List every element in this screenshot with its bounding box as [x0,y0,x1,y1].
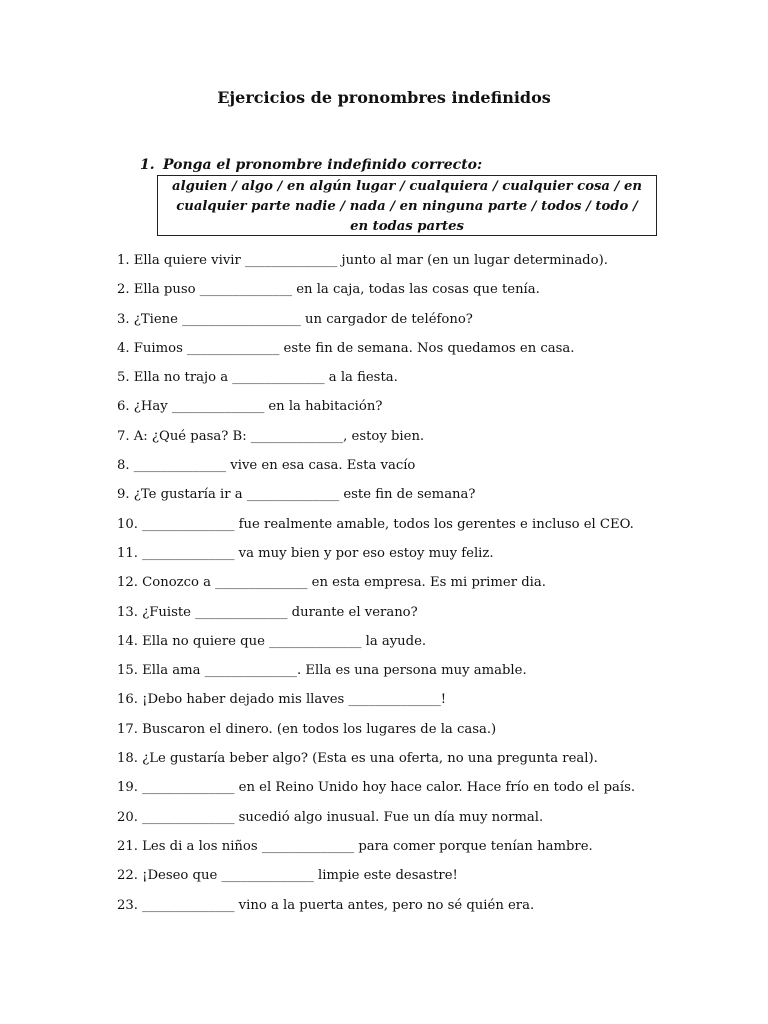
sentence-item: 15. Ella ama ______________. Ella es una persona muy amable. [117,663,527,679]
sentence-item: 5. Ella no trajo a ______________ a la fiesta. [117,370,398,386]
document-title: Ejercicios de pronombres indefinidos [217,88,551,107]
sentence-item: 17. Buscaron el dinero. (en todos los lugares de la casa.) [117,721,497,737]
sentence-item: 4. Fuimos ______________ este fin de semana. Nos quedamos en casa. [117,340,575,356]
instruction-number: 1. [140,157,155,173]
sentence-item: 18. ¿Le gustaría beber algo? (Esta es una oferta, no una pregunta real). [117,751,598,767]
sentence-item: 6. ¿Hay ______________ en la habitación? [117,399,383,415]
sentence-list [117,251,717,925]
sentence-item: 14. Ella no quiere que ______________ la ayude. [117,633,427,649]
sentence-item: 23. ______________ vino a la puerta antes, pero no sé quién era. [117,897,535,913]
sentence-item: 20. ______________ sucedió algo inusual. Fue un día muy normal. [117,809,544,825]
sentence-item: 9. ¿Te gustaría ir a ______________ este fin de semana? [117,487,476,503]
sentence-item: 11. ______________ va muy bien y por eso estoy muy feliz. [117,545,494,561]
instruction-text: Ponga el pronombre indefinido correcto: [163,157,483,173]
sentence-item: 13. ¿Fuiste ______________ durante el verano? [117,604,418,620]
sentence-item: 12. Conozco a ______________ en esta empresa. Es mi primer dia. [117,575,546,591]
sentence-item: 21. Les di a los niños ______________ para comer porque tenían hambre. [117,838,593,854]
sentence-item: 8. ______________ vive en esa casa. Esta vacío [117,458,416,474]
sentence-item: 16. ¡Debo haber dejado mis llaves ______________! [117,692,447,708]
sentence-item: 19. ______________ en el Reino Unido hoy hace calor. Hace frío en todo el país. [117,780,636,796]
word-bank-box: alguien / algo / en algún lugar / cualquiera / cualquier cosa / en cualquier parte nadie / nada / en ninguna parte / todos / todo / en todas partes [157,175,657,236]
sentence-item: 10. ______________ fue realmente amable, todos los gerentes e incluso el CEO. [117,516,634,532]
sentence-item: 1. Ella quiere vivir ______________ junto al mar (en un lugar determinado). [117,253,608,268]
exercise-instruction [140,157,482,173]
sentence-item: 3. ¿Tiene __________________ un cargador de teléfono? [117,311,473,327]
sentence-item: 22. ¡Deseo que ______________ limpie este desastre! [117,868,458,884]
sentence-item: 2. Ella puso ______________ en la caja, todas las cosas que tenía. [117,282,540,298]
sentence-item: 7. A: ¿Qué pasa? B: ______________, estoy bien. [117,428,425,444]
